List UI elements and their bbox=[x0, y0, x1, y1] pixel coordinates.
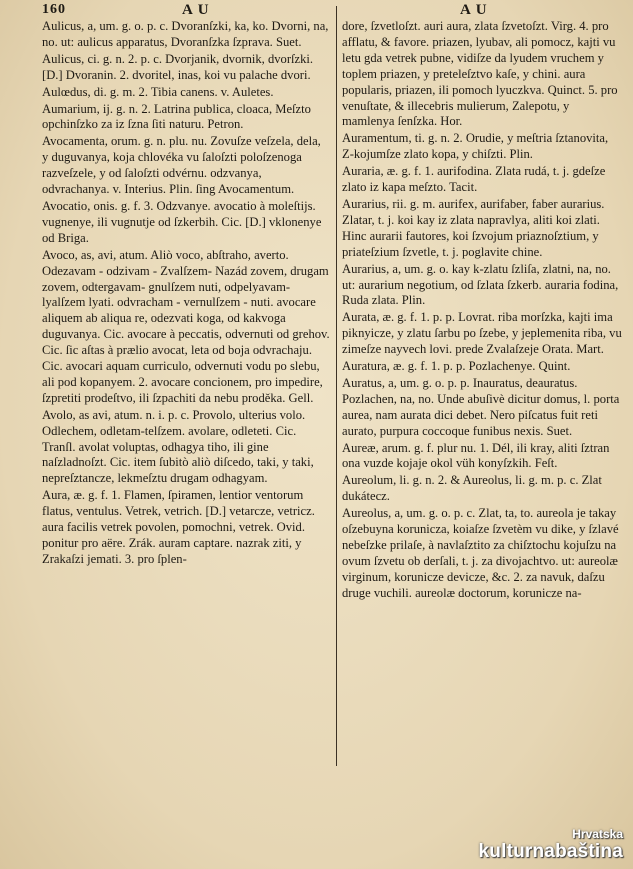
dictionary-entry: Aumarium, ij. g. n. 2. Latrina publica, cloaca, Meſzto opchinſzko za iz ſzna ſiti naturu. Petron. bbox=[42, 101, 311, 132]
dictionary-entry: Aulicus, a, um. g. o. p. c. Dvoranſzki, ka, ko. Dvorni, na, no. ut: aulicus apparatus, Dvoranſzka ſzprava. Suet. bbox=[42, 19, 329, 49]
watermark-logo bbox=[479, 827, 623, 863]
running-head-right: A U bbox=[460, 2, 488, 18]
dictionary-entry: Aureolus, a, um. g. o. p. c. Zlat, ta, to. aureola je takay oſzebuyna korunicza, koiaſze ſzvetèm vu dike, y ſzlavé nebeſzke prilaſe, à navlaſztito za chiſztochu kojuſzu na ovum ſzvetu ob derſali, t. j. za divojachtvo. ut: aureolæ virginum, korunicze devicze, &c. 2. za navuk, daſzu druge vuchili. aureolæ doctorum, korunicze na- bbox=[342, 506, 619, 600]
page-number: 160 bbox=[42, 2, 66, 17]
dictionary-entry: Aurarius, rii. g. m. aurifex, aurifaber, faber aurarius. Zlatar, t. j. koi kay iz zlata napravlya, aliti koi zlati. Hinc aurarii fautores, koi ſzvojum priaznoſztium, y priateſzium ſzvetle, t. j. poglavite chine. bbox=[342, 196, 605, 259]
right-column bbox=[342, 19, 622, 602]
dictionary-entry: Avolo, as avi, atum. n. i. p. c. Provolo, ulterius volo. Odlechem, odletam-telſzem. avolare, odleteti. Cic. Tranſl. avolat voluptas, odhagya tiho, ili gine naſzladnoſzt. Cic. item ſubitò aliò diſcedo, taki, y taki, nepreſztancze, lekmeſztu drugam odhagyam. bbox=[42, 407, 314, 486]
dictionary-entry: Auraria, æ. g. f. 1. aurifodina. Zlata rudá, t. j. gdeſze zlato iz kapa meſzto. Tacit. bbox=[342, 164, 606, 195]
dictionary-entry: Aurata, æ. g. f. 1. p. p. Lovrat. riba morſzka, kajti ima piknyicze, y zlatu ſarbu po ſzebe, y jeplemenita riba, vu zimeſze nayvech lovi. prede Zvalaſzeje Orata. Mart. bbox=[342, 310, 622, 357]
dictionary-entry: Auratura, æ. g. f. 1. p. p. Pozlachenye. Quint. bbox=[342, 359, 571, 374]
dictionary-entry: Auratus, a, um. g. o. p. p. Inauratus, deauratus. Pozlachen, na, no. Unde abuſivè dicitur domus, l. porta aurea, nam aurata dici debet. Nero piſcatus fuit reti aurato, purpura coccoque funibus nexis. Suet. bbox=[342, 375, 620, 438]
dictionary-entry: Aura, æ. g. f. 1. Flamen, ſpiramen, lentior ventorum flatus, ventulus. Vetrek, vetrich. [D.] vetarcze, vetricz. aura facilis vetrek povolen, pomochni, vetrek. Ovid. ponitur pro aëre. Zrák. auram captare. nazrak ziti, y Zrakaſzi jemati. 3. pro ſplen- bbox=[42, 488, 315, 566]
watermark-line-1: Hrvatska bbox=[572, 827, 623, 841]
dictionary-entry: Aulœdus, di. g. m. 2. Tibia canens. v. Auletes. bbox=[42, 84, 274, 99]
dictionary-entry: Aureæ, arum. g. f. plur nu. 1. Dél, ili kray, aliti ſztran ona vuzde kojaje okol vüh konyſzkih. Feſt. bbox=[342, 440, 610, 471]
column-divider bbox=[336, 6, 337, 766]
left-column bbox=[42, 19, 330, 568]
dictionary-entry: Avocamenta, orum. g. n. plu. nu. Zovuſze veſzela, dela, y duguvanya, koja chlovéka vu ſaloſzti poloſzenoga razveſzele, y od ſaloſzti odvérnu. odzvanya, odvrachanya. v. Interius. Plin. ſing Avocamentum. bbox=[42, 134, 321, 197]
dictionary-entry: Auramentum, ti. g. n. 2. Orudie, y meſtria ſztanovita, Z-kojumſze zlato kopa, y chiſzti. Plin. bbox=[342, 131, 609, 162]
dictionary-entry: Aulicus, ci. g. n. 2. p. c. Dvorjanik, dvornik, dvorſzki. [D.] Dvoranin. 2. dvoritel, inas, koi vu palache dvori. bbox=[42, 51, 314, 82]
dictionary-entry: Aureolum, li. g. n. 2. & Aureolus, li. g. m. p. c. Zlat dukátecz. bbox=[342, 473, 602, 504]
dictionary-entry: Aurarius, a, um. g. o. kay k-zlatu ſzliſa, zlatni, na, no. ut: aurarium negotium, od ſzlata ſzkerb. auraria fodina, Ruda zlata. Plin. bbox=[342, 261, 619, 308]
dictionary-entry: Avocatio, onis. g. f. 3. Odzvanye. avocatio à moleſtijs. vugnenye, ili vugnutje od ſzkerbih. Cic. [D.] vklonenye od Briga. bbox=[42, 198, 322, 245]
running-head-left: A U bbox=[182, 2, 210, 18]
dictionary-entry: dore, ſzvetloſzt. auri aura, zlata ſzvetoſzt. Virg. 4. pro afflatu, & favore. priazen, lyubav, ali pomocz, kajti vu letu gda vetrek pubne, vidiſze da lyudem vruchem y toplem priazen, y preteleſztvo kaſe, y chini. aura popularis, priazen, ili pomoch lyuczkva. Quinct. 5. pro venuſtate, & illecebris mulierum, Zalepotu, y mamlenya ſenſzka. Hor. bbox=[342, 19, 618, 129]
dictionary-entry: Avoco, as, avi, atum. Aliò voco, abſtraho, averto. Odezavam - odzivam - Zvalſzem- Nazád zovem, drugam zovem, odtergavam- gnulſzem nuti, odpelyavam-lyalſzem lyati. odvracham - vernulſzem - nuti. avocare aliquem ab aliqua re, odezvati koga, od kakvoga duguvanya. Cic. avocare à peccatis, odvernuti od grehov. Cic. ſic aſtas à prælio avocat, leta od boja odvrachaju. Cic. avocari aquam curriculo, odvernuti vodu po slebu, ali pod kopanyem. 2. avocare concionem, pro impedire, ſzpretiti prodeſtvo, ili ſzpachiti da nebu proděka. Gell. bbox=[42, 247, 330, 405]
watermark-line-2: kulturnabaština bbox=[478, 841, 623, 862]
